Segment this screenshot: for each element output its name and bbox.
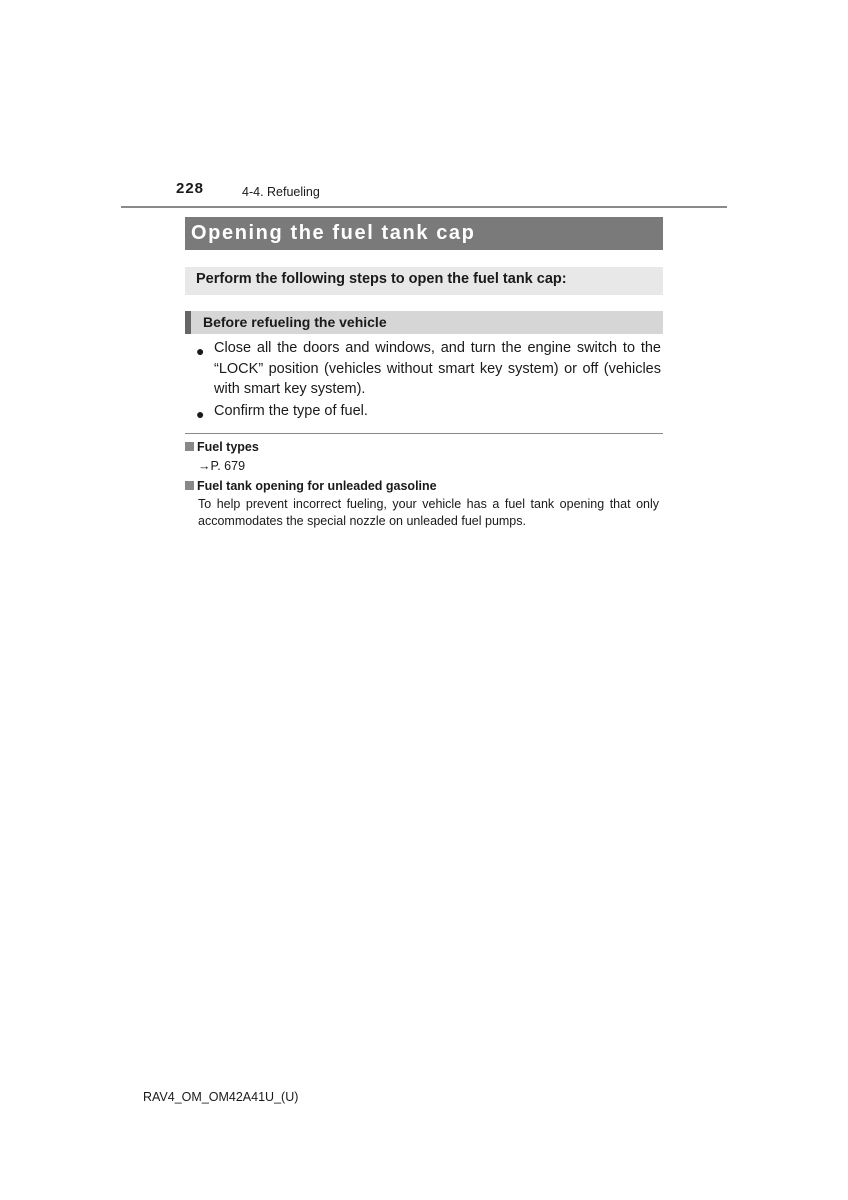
note-body-unleaded: To help prevent incorrect fueling, your vehicle has a fuel tank opening that only accommodates the special nozzle on unleaded fuel pumps. bbox=[198, 497, 659, 528]
list-item bbox=[196, 338, 661, 400]
note-heading-fuel-types bbox=[185, 440, 259, 454]
page-title: Opening the fuel tank cap bbox=[191, 222, 476, 244]
header-rule bbox=[121, 206, 727, 208]
subheading-bar: Before refueling the vehicle bbox=[185, 311, 663, 334]
list-item bbox=[196, 401, 661, 422]
bullet-icon: ● bbox=[196, 405, 205, 422]
divider bbox=[185, 433, 663, 434]
bullet-icon: ● bbox=[196, 343, 205, 359]
square-icon bbox=[185, 442, 194, 451]
note-body-fuel-types: →P. 679 bbox=[198, 459, 246, 473]
list-item-text: Confirm the type of fuel. bbox=[214, 402, 368, 419]
note-heading-text: Fuel tank opening for unleaded gasoline bbox=[197, 479, 437, 493]
square-icon bbox=[185, 481, 194, 490]
title-bar bbox=[185, 217, 663, 250]
intro-box: Perform the following steps to open the fuel tank cap: bbox=[185, 267, 663, 295]
section-label: 4-4. Refueling bbox=[242, 185, 320, 199]
footer: RAV4_OM_OM42A41U_(U) bbox=[143, 1090, 299, 1104]
note-heading-text: Fuel types bbox=[197, 440, 259, 454]
list-item-text: Close all the doors and windows, and turn the engine switch to the “LOCK” position (vehicles without smart key system) or off (vehicles with smart key system). bbox=[214, 340, 661, 397]
page-number: 228 bbox=[176, 180, 205, 197]
bullet-list bbox=[196, 338, 661, 422]
note-heading-unleaded bbox=[185, 479, 437, 493]
